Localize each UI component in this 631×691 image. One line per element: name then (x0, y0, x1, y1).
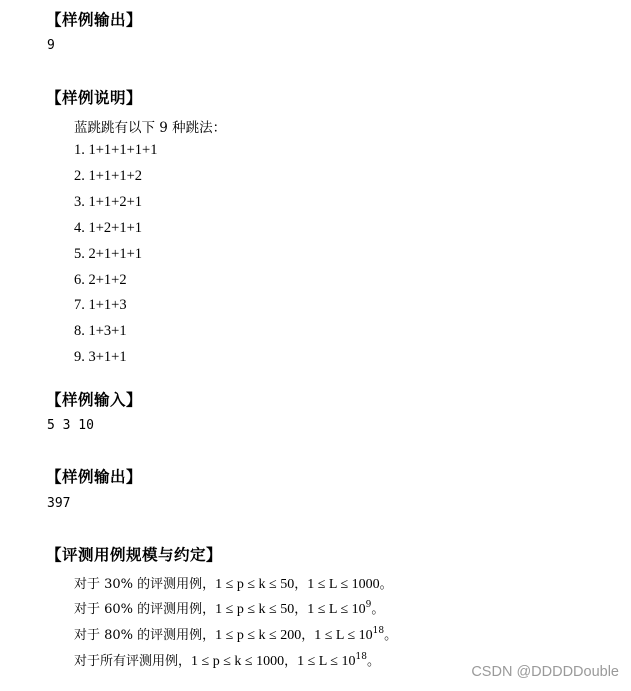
sample-explanation-heading: 【样例说明】 (46, 89, 143, 107)
constraint-cond2: 1 ≤ L ≤ 10 (297, 654, 356, 669)
constraint-cond1: 1 ≤ p ≤ k ≤ 200 (215, 628, 302, 643)
sample-output-2-heading: 【样例输出】 (46, 468, 143, 486)
constraint-exponent: 18 (355, 652, 367, 662)
constraint-end: 。 (366, 654, 380, 669)
sample-output-value: 9 (47, 38, 55, 53)
sample-output-2-value: 397 (47, 496, 71, 511)
constraint-cond2: 1 ≤ L ≤ 10 (307, 602, 366, 617)
constraint-prefix: 对于所有评测用例， (74, 654, 192, 669)
constraint-separator: ， (294, 577, 308, 592)
constraint-end: 。 (384, 628, 398, 643)
list-item: 2. 1+1+1+2 (74, 168, 143, 184)
list-item: 9. 3+1+1 (74, 349, 127, 365)
constraint-cond2: 1 ≤ L ≤ 1000 (307, 577, 380, 592)
constraint-line (74, 573, 393, 593)
list-item: 5. 2+1+1+1 (74, 246, 143, 262)
sample-output-heading: 【样例输出】 (46, 11, 143, 29)
list-item: 6. 2+1+2 (74, 272, 127, 288)
constraint-prefix: 对于 80% 的评测用例， (74, 628, 216, 643)
constraint-exponent: 18 (372, 626, 385, 636)
sample-input-heading: 【样例输入】 (46, 391, 143, 409)
sample-input-value: 5 3 10 (47, 418, 94, 433)
constraint-separator: ， (284, 654, 298, 669)
constraint-line (74, 650, 380, 670)
sample-explanation-intro: 蓝跳跳有以下 9 种跳法： (74, 120, 227, 136)
constraint-cond1: 1 ≤ p ≤ k ≤ 1000 (191, 654, 285, 669)
list-item: 1. 1+1+1+1+1 (74, 142, 158, 158)
constraint-separator: ， (301, 628, 315, 643)
list-item: 3. 1+1+2+1 (74, 194, 143, 210)
list-item: 8. 1+3+1 (74, 323, 127, 339)
constraint-exponent: 9 (365, 600, 372, 610)
constraint-end: 。 (371, 602, 385, 617)
constraint-separator: ， (294, 602, 308, 617)
list-item: 4. 1+2+1+1 (74, 220, 143, 236)
constraint-prefix: 对于 30% 的评测用例， (74, 577, 216, 592)
constraint-line (74, 598, 384, 618)
constraint-cond1: 1 ≤ p ≤ k ≤ 50 (215, 577, 295, 592)
constraint-line (74, 624, 397, 644)
constraint-prefix: 对于 60% 的评测用例， (74, 602, 216, 617)
constraints-heading: 【评测用例规模与约定】 (46, 546, 223, 564)
constraint-cond1: 1 ≤ p ≤ k ≤ 50 (215, 602, 295, 617)
constraint-cond2: 1 ≤ L ≤ 10 (314, 628, 373, 643)
list-item: 7. 1+1+3 (74, 297, 127, 313)
constraint-end: 。 (379, 577, 393, 592)
csdn-watermark: CSDN @DDDDDouble (471, 664, 619, 680)
